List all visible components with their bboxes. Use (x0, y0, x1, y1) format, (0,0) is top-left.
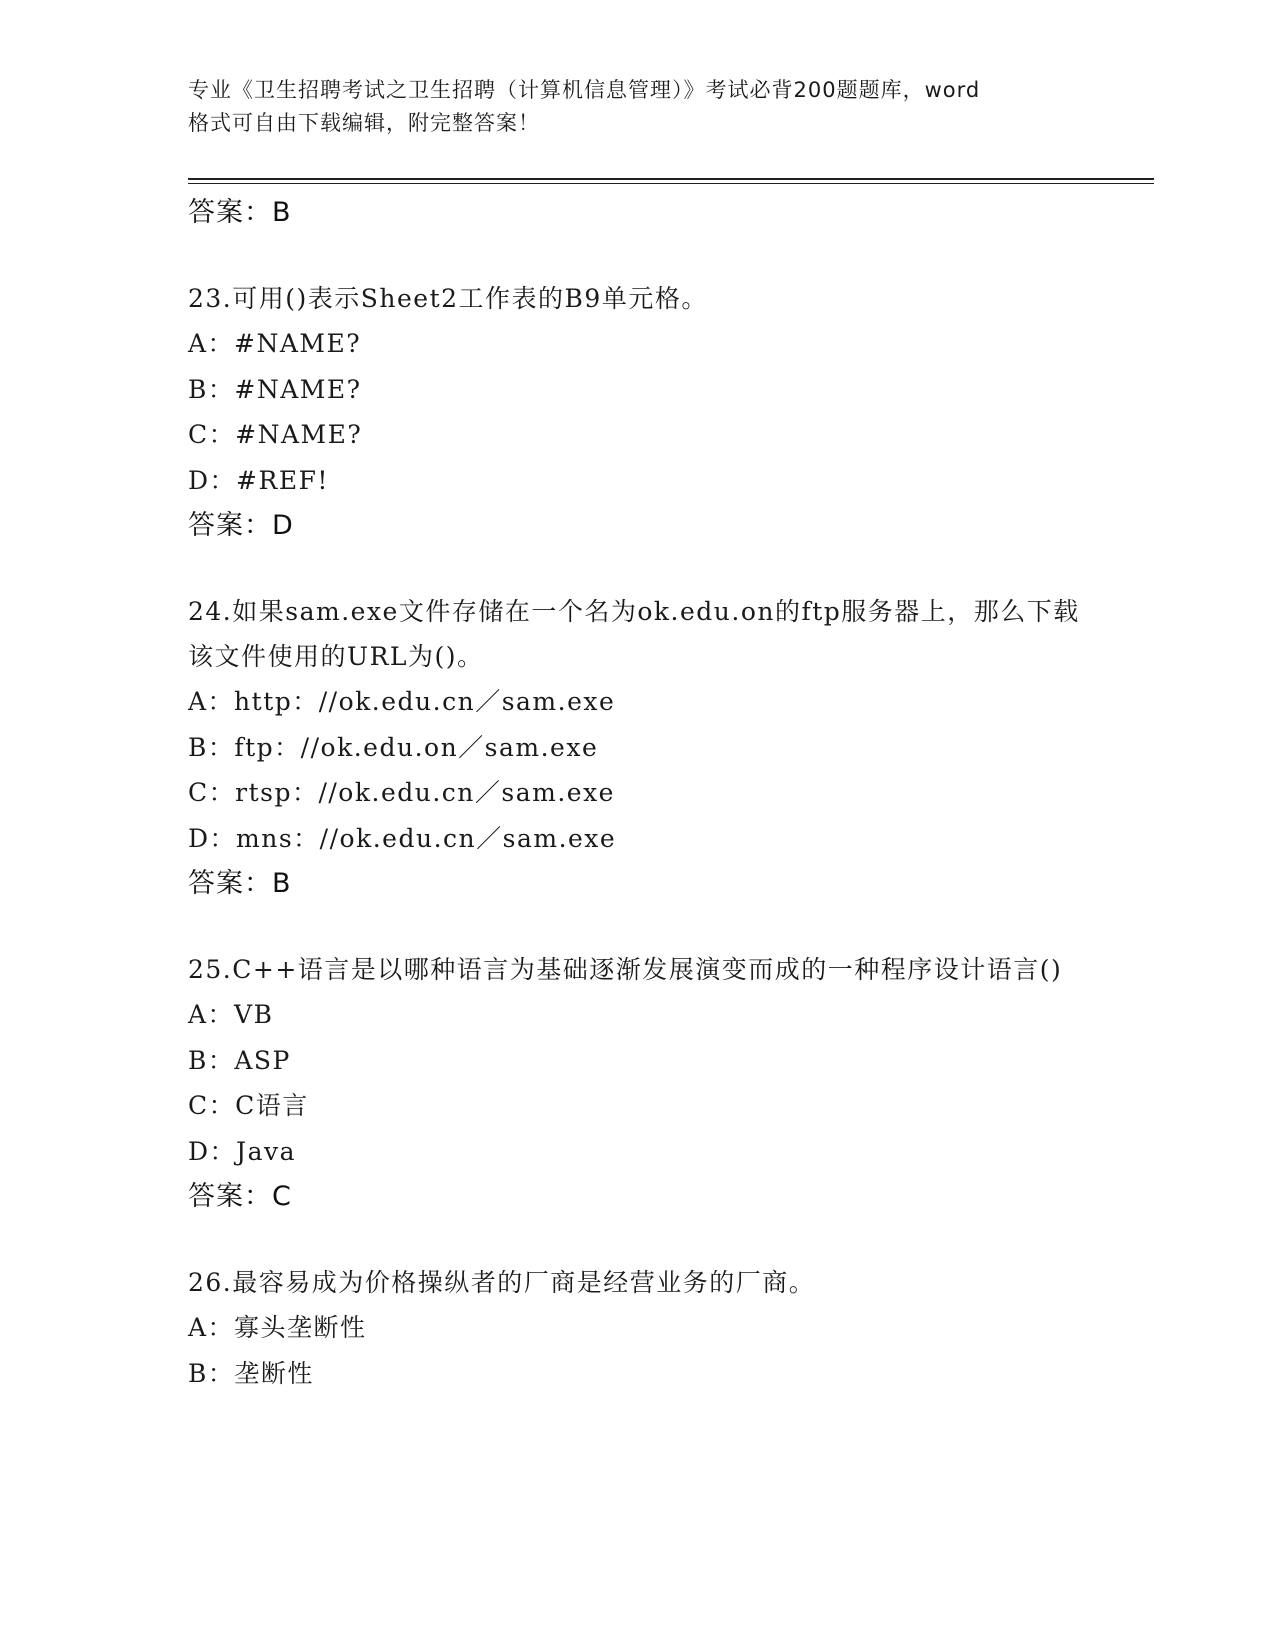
question-stem: 26.最容易成为价格操纵者的厂商是经营业务的厂商。 (188, 1268, 816, 1297)
header-line-1: 专业《卫生招聘考试之卫生招聘（计算机信息管理）》考试必背200题题库，word (188, 78, 981, 102)
question-list (188, 190, 1088, 1396)
answer-line: 答案：D (188, 510, 294, 541)
document-header (188, 74, 1088, 140)
question-block (188, 1260, 1088, 1396)
option-a: A：寡头垄断性 (188, 1313, 367, 1342)
option-b: B：ASP (188, 1045, 291, 1075)
header-divider-bottom (188, 183, 1154, 184)
question-stem: 23.可用()表示Sheet2工作表的B9单元格。 (188, 284, 708, 313)
option-d: D：mns：//ok.edu.cn／sam.exe (188, 823, 617, 853)
option-b: B：#NAME? (188, 374, 362, 404)
option-d: D：#REF! (188, 465, 329, 495)
option-a: A：VB (188, 1000, 274, 1029)
answer-line: 答案：B (188, 197, 292, 228)
option-c: C：C语言 (188, 1091, 309, 1120)
question-block (188, 276, 1088, 549)
option-a: A：http：//ok.edu.cn／sam.exe (188, 687, 616, 716)
question-block (188, 589, 1088, 907)
header-divider-top (188, 178, 1154, 180)
option-a: A：#NAME? (188, 329, 362, 358)
answer-line: 答案：C (188, 1181, 292, 1212)
option-c: C：#NAME? (188, 420, 363, 449)
question-block (188, 947, 1088, 1220)
option-b: B：垄断性 (188, 1358, 314, 1388)
option-d: D：Java (188, 1136, 296, 1166)
option-c: C：rtsp：//ok.edu.cn／sam.exe (188, 778, 615, 807)
answer-line: 答案：B (188, 868, 292, 899)
header-line-2: 格式可自由下载编辑，附完整答案！ (188, 111, 540, 135)
question-stem: 24.如果sam.exe文件存储在一个名为ok.edu.on的ftp服务器上，那么下载该文件使用的URL为()。 (188, 597, 1080, 671)
question-stem: 25.C++语言是以哪种语言为基础逐渐发展演变而成的一种程序设计语言() (188, 955, 1063, 984)
option-b: B：ftp：//ok.edu.on／sam.exe (188, 732, 599, 762)
